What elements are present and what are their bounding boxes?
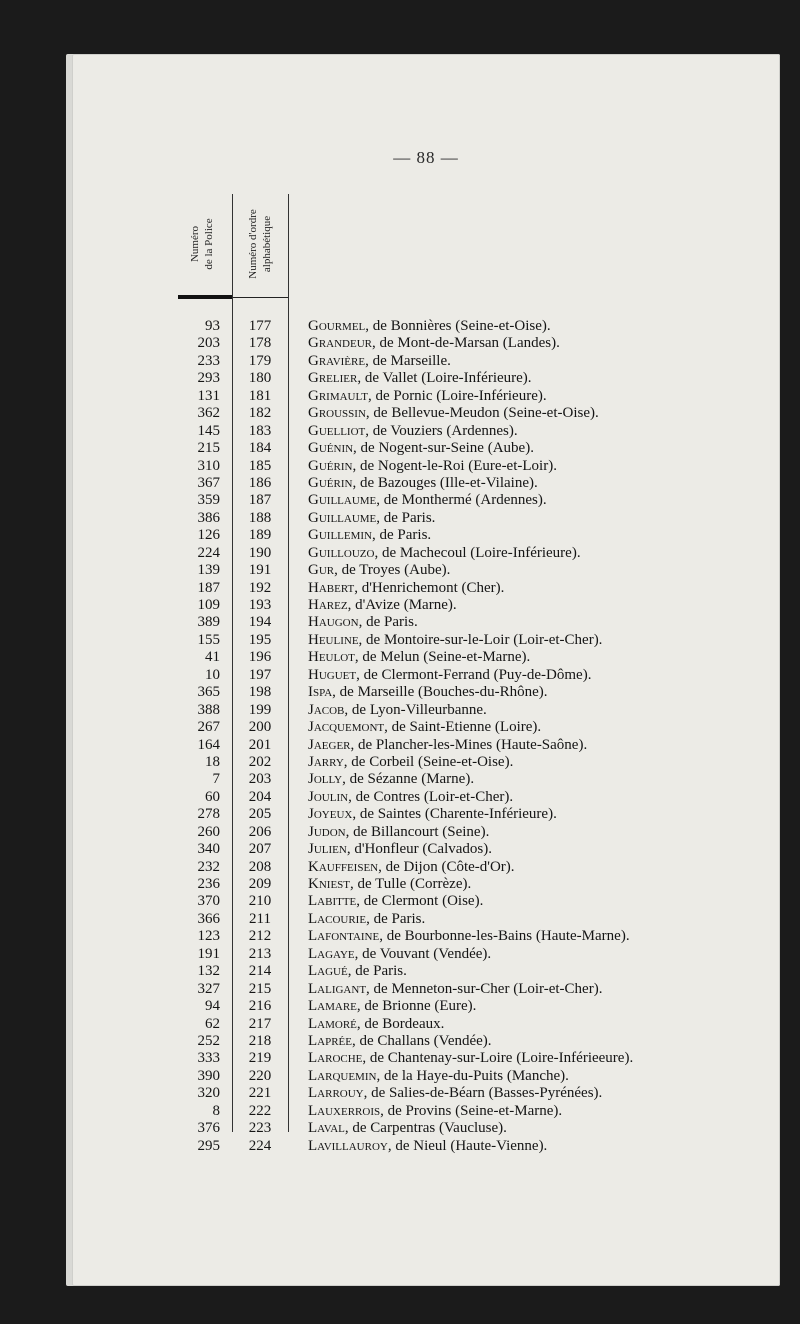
surname: Lacourie xyxy=(308,910,367,927)
origin: , de Billancourt (Seine). xyxy=(345,823,490,840)
surname: Lagaye xyxy=(308,945,355,962)
order-number: 177 xyxy=(248,318,272,334)
surname: Habert xyxy=(308,579,355,596)
list-item xyxy=(72,614,780,631)
entry-text xyxy=(308,353,451,370)
police-number: 362 xyxy=(197,405,220,422)
surname: Lamoré xyxy=(308,1015,357,1032)
surname: Joyeux xyxy=(308,806,353,823)
order-number: 200 xyxy=(248,719,272,736)
surname: Guillaume xyxy=(308,509,377,526)
list-item xyxy=(72,963,780,980)
entry-text xyxy=(308,824,489,841)
list-item xyxy=(72,405,780,422)
surname: Gur xyxy=(308,562,335,579)
entry-text xyxy=(308,318,551,335)
origin: , de Paris. xyxy=(366,910,426,927)
surname: Larquemin xyxy=(308,1067,377,1084)
origin: , de Paris. xyxy=(347,963,407,980)
order-number: 212 xyxy=(248,928,272,945)
entry-text xyxy=(308,1050,633,1067)
police-number: 386 xyxy=(197,509,220,526)
surname: Kniest xyxy=(308,876,350,892)
police-number: 340 xyxy=(197,841,220,858)
origin: , de Marseille. xyxy=(365,352,451,369)
origin: , de la Haye-du-Puits (Manche). xyxy=(376,1067,569,1084)
entry-text xyxy=(308,1120,507,1137)
origin: , de Paris. xyxy=(358,614,418,631)
entry-text xyxy=(308,911,425,928)
order-number: 211 xyxy=(249,910,271,927)
header-police-line2: de la Police xyxy=(203,218,215,270)
entry-text xyxy=(308,597,457,614)
police-number: 93 xyxy=(205,318,220,334)
police-number: 123 xyxy=(197,928,220,945)
order-number: 190 xyxy=(248,544,272,561)
police-number: 233 xyxy=(197,352,220,369)
surname: Jacob xyxy=(308,701,345,718)
police-number: 164 xyxy=(197,736,220,753)
police-number: 232 xyxy=(197,858,220,875)
origin: , de Pornic (Loire-Inférieure). xyxy=(367,387,547,404)
surname: Kauffeisen xyxy=(308,858,379,875)
police-number: 131 xyxy=(197,387,220,404)
origin: , de Nieul (Haute-Vienne). xyxy=(387,1137,548,1154)
list-item xyxy=(72,702,780,719)
order-number: 216 xyxy=(248,998,272,1015)
police-number: 310 xyxy=(197,457,220,474)
entry-text xyxy=(308,1033,492,1050)
surname: Ispa xyxy=(308,684,333,701)
header-police-line1: Numéro xyxy=(189,225,201,263)
surname: Guérin xyxy=(308,457,353,474)
police-number: 132 xyxy=(197,963,220,980)
order-number: 181 xyxy=(248,387,272,404)
origin: , de Monthermé (Ardennes). xyxy=(376,492,547,509)
entry-text xyxy=(308,649,530,666)
origin: , de Tulle (Corrèze). xyxy=(350,876,472,892)
surname: Judon xyxy=(308,823,346,840)
police-number: 94 xyxy=(205,998,220,1015)
origin: , de Saint-Etienne (Loire). xyxy=(384,719,542,736)
surname: Guelliot xyxy=(308,422,366,439)
surname: Laroche xyxy=(308,1050,363,1067)
list-item xyxy=(72,754,780,771)
order-number: 214 xyxy=(248,963,272,980)
entry-text xyxy=(308,632,602,649)
police-number: 388 xyxy=(197,701,220,718)
entry-text xyxy=(308,562,450,579)
surname: Jacquemont xyxy=(308,719,385,736)
surname: Gourmel xyxy=(308,318,366,334)
surname: Grimault xyxy=(308,387,368,404)
entry-text xyxy=(308,806,557,823)
surname: Laprée xyxy=(308,1032,352,1049)
order-number: 178 xyxy=(248,335,272,352)
entry-text xyxy=(308,1068,569,1085)
entry-text xyxy=(308,667,591,684)
list-item xyxy=(72,545,780,562)
header-rule-thin xyxy=(232,297,288,298)
origin: , de Clermont (Oise). xyxy=(356,893,484,910)
origin: , de Contres (Loir-et-Cher). xyxy=(348,788,514,805)
surname: Laligant xyxy=(308,980,367,997)
police-number: 191 xyxy=(197,945,220,962)
surname: Lavillauroy xyxy=(308,1137,388,1154)
entry-text xyxy=(308,545,581,562)
police-number: 359 xyxy=(197,492,220,509)
order-number: 184 xyxy=(248,440,272,457)
surname: Huguet xyxy=(308,666,357,683)
list-item xyxy=(72,510,780,527)
list-item xyxy=(72,946,780,963)
order-number: 223 xyxy=(248,1120,272,1137)
list-item xyxy=(72,527,780,544)
police-number: 389 xyxy=(197,614,220,631)
list-item xyxy=(72,562,780,579)
police-number: 327 xyxy=(197,980,220,997)
order-number: 224 xyxy=(248,1137,272,1154)
order-number: 202 xyxy=(248,753,272,770)
order-number: 180 xyxy=(248,370,272,387)
surname: Guillouzo xyxy=(308,544,375,561)
list-item xyxy=(72,1103,780,1120)
origin: , de Paris. xyxy=(372,527,432,544)
order-number: 221 xyxy=(248,1085,272,1102)
order-number: 209 xyxy=(248,876,272,892)
origin: , de Vallet (Loire-Inférieure). xyxy=(357,370,532,387)
police-number: 18 xyxy=(205,753,220,770)
list-item xyxy=(72,824,780,841)
entry-text xyxy=(308,737,587,754)
origin: , de Saintes (Charente-Inférieure). xyxy=(352,806,557,823)
entry-text xyxy=(308,580,504,597)
surname: Guillemin xyxy=(308,527,372,544)
police-number: 145 xyxy=(197,422,220,439)
surname: Jarry xyxy=(308,753,344,770)
entry-text xyxy=(308,405,599,422)
police-number: 267 xyxy=(197,719,220,736)
police-number: 203 xyxy=(197,335,220,352)
order-number: 218 xyxy=(248,1032,272,1049)
entry-text xyxy=(308,876,471,893)
police-number: 41 xyxy=(205,649,220,666)
surname: Jaeger xyxy=(308,736,351,753)
order-number: 207 xyxy=(248,841,272,858)
police-number: 236 xyxy=(197,876,220,892)
list-item xyxy=(72,876,780,893)
origin: , de Marseille (Bouches-du-Rhône). xyxy=(332,684,548,701)
origin: , de Montoire-sur-le-Loir (Loir-et-Cher). xyxy=(358,631,603,648)
list-item xyxy=(72,806,780,823)
order-number: 201 xyxy=(248,736,272,753)
origin: , de Bourbonne-les-Bains (Haute-Marne). xyxy=(379,928,630,945)
origin: , de Provins (Seine-et-Marne). xyxy=(380,1102,563,1119)
surname: Lagué xyxy=(308,963,348,980)
origin: , de Plancher-les-Mines (Haute-Saône). xyxy=(350,736,588,753)
police-number: 109 xyxy=(197,597,220,613)
origin: , de Brionne (Eure). xyxy=(356,998,477,1015)
surname: Heulot xyxy=(308,649,355,666)
list-item xyxy=(72,859,780,876)
list-item xyxy=(72,492,780,509)
origin: , de Paris. xyxy=(376,509,436,526)
police-number: 366 xyxy=(197,910,220,927)
police-number: 278 xyxy=(197,806,220,823)
origin: , de Clermont-Ferrand (Puy-de-Dôme). xyxy=(356,666,592,683)
order-number: 183 xyxy=(248,422,272,439)
list-item xyxy=(72,370,780,387)
police-number: 376 xyxy=(197,1120,220,1137)
surname: Jolly xyxy=(308,771,343,788)
entry-text xyxy=(308,475,538,492)
origin: , de Carpentras (Vaucluse). xyxy=(344,1120,507,1137)
list-item xyxy=(72,981,780,998)
surname: Laval xyxy=(308,1120,345,1137)
list-item xyxy=(72,998,780,1015)
surname: Joulin xyxy=(308,788,349,805)
order-number: 186 xyxy=(248,474,272,491)
surname: Groussin xyxy=(308,405,366,422)
entry-text xyxy=(308,963,407,980)
list-item xyxy=(72,684,780,701)
entry-text xyxy=(308,458,557,475)
origin: , de Mont-de-Marsan (Landes). xyxy=(372,335,560,352)
police-number: 370 xyxy=(197,893,220,910)
list-item xyxy=(72,893,780,910)
list-item xyxy=(72,475,780,492)
list-item xyxy=(72,841,780,858)
order-number: 217 xyxy=(248,1015,272,1032)
entry-text xyxy=(308,335,560,352)
list-item xyxy=(72,928,780,945)
police-number: 215 xyxy=(197,440,220,457)
police-number: 8 xyxy=(212,1102,220,1119)
origin: , de Salies-de-Béarn (Basses-Pyrénées). xyxy=(363,1085,603,1102)
order-number: 219 xyxy=(248,1050,272,1067)
origin: , de Bazouges (Ille-et-Vilaine). xyxy=(352,474,538,491)
surname: Lauxerrois xyxy=(308,1102,381,1119)
surname: Grandeur xyxy=(308,335,373,352)
origin: , de Bellevue-Meudon (Seine-et-Oise). xyxy=(365,405,599,422)
origin: , de Bordeaux. xyxy=(356,1015,445,1032)
origin: , de Troyes (Aube). xyxy=(334,562,451,579)
police-number: 155 xyxy=(197,631,220,648)
entry-text xyxy=(308,702,487,719)
entry-text xyxy=(308,1138,547,1155)
origin: , de Corbeil (Seine-et-Oise). xyxy=(343,753,514,770)
list-item xyxy=(72,789,780,806)
list-item xyxy=(72,1120,780,1137)
list-item xyxy=(72,649,780,666)
origin: , de Bonnières (Seine-et-Oise). xyxy=(365,318,551,334)
header-police-number xyxy=(182,194,222,294)
order-number: 222 xyxy=(248,1102,272,1119)
list-item xyxy=(72,335,780,352)
police-number: 224 xyxy=(197,544,220,561)
order-number: 205 xyxy=(248,806,272,823)
order-number: 206 xyxy=(248,823,272,840)
police-number: 62 xyxy=(205,1015,220,1032)
origin: , de Lyon-Villeurbanne. xyxy=(344,701,487,718)
order-number: 213 xyxy=(248,945,272,962)
order-number: 210 xyxy=(248,893,272,910)
police-number: 293 xyxy=(197,370,220,387)
origin: , de Nogent-le-Roi (Eure-et-Loir). xyxy=(352,457,557,474)
list-item xyxy=(72,632,780,649)
entry-text xyxy=(308,719,541,736)
order-number: 191 xyxy=(248,562,272,579)
order-number: 208 xyxy=(248,858,272,875)
entry-text xyxy=(308,684,548,701)
order-number: 182 xyxy=(248,405,272,422)
entry-text xyxy=(308,440,534,457)
list-item xyxy=(72,458,780,475)
origin: , de Melun (Seine-et-Marne). xyxy=(354,649,531,666)
origin: , de Challans (Vendée). xyxy=(352,1032,492,1049)
entry-text xyxy=(308,859,515,876)
police-number: 252 xyxy=(197,1032,220,1049)
surname: Haugon xyxy=(308,614,359,631)
order-number: 204 xyxy=(248,788,272,805)
entry-text xyxy=(308,1085,602,1102)
order-number: 187 xyxy=(248,492,272,509)
list-item xyxy=(72,353,780,370)
entry-text xyxy=(308,370,532,387)
entry-text xyxy=(308,1103,562,1120)
list-item xyxy=(72,737,780,754)
surname: Grelier xyxy=(308,370,358,387)
origin: , de Nogent-sur-Seine (Aube). xyxy=(353,440,534,457)
police-number: 320 xyxy=(197,1085,220,1102)
entry-text xyxy=(308,388,547,405)
entry-text xyxy=(308,527,431,544)
surname: Gravière xyxy=(308,352,366,369)
list-item xyxy=(72,597,780,614)
list-item xyxy=(72,388,780,405)
list-item xyxy=(72,911,780,928)
list-item xyxy=(72,1050,780,1067)
police-number: 139 xyxy=(197,562,220,579)
list-item xyxy=(72,1016,780,1033)
police-number: 10 xyxy=(205,666,220,683)
list-item xyxy=(72,1068,780,1085)
order-number: 215 xyxy=(248,980,272,997)
origin: , de Dijon (Côte-d'Or). xyxy=(378,858,515,875)
list-item xyxy=(72,423,780,440)
entry-text xyxy=(308,492,547,509)
surname: Guillaume xyxy=(308,492,377,509)
order-number: 185 xyxy=(248,457,272,474)
police-number: 295 xyxy=(197,1137,220,1154)
list-item xyxy=(72,719,780,736)
origin: , de Menneton-sur-Cher (Loir-et-Cher). xyxy=(366,980,603,997)
surname: Heuline xyxy=(308,631,359,648)
police-number: 187 xyxy=(197,579,220,596)
order-number: 194 xyxy=(248,614,272,631)
order-number: 192 xyxy=(248,579,272,596)
origin: , de Vouvant (Vendée). xyxy=(354,945,492,962)
order-number: 179 xyxy=(248,352,272,369)
police-number: 60 xyxy=(205,788,220,805)
entry-text xyxy=(308,510,435,527)
order-number: 196 xyxy=(248,649,272,666)
header-rule-thick xyxy=(178,295,232,299)
order-number: 193 xyxy=(248,597,272,613)
order-number: 199 xyxy=(248,701,272,718)
entries-list xyxy=(72,318,780,1155)
order-number: 198 xyxy=(248,684,272,701)
entry-text xyxy=(308,423,518,440)
surname: Larrouy xyxy=(308,1085,364,1102)
entry-text xyxy=(308,1016,444,1033)
police-number: 7 xyxy=(212,771,220,788)
entry-text xyxy=(308,614,418,631)
origin: , d'Avize (Marne). xyxy=(347,597,457,613)
origin: , de Chantenay-sur-Loire (Loire-Inférieeure). xyxy=(362,1050,634,1067)
order-number: 189 xyxy=(248,527,272,544)
surname: Guénin xyxy=(308,440,354,457)
entry-text xyxy=(308,893,483,910)
list-item xyxy=(72,771,780,788)
origin: , d'Honfleur (Calvados). xyxy=(346,841,492,858)
origin: , de Vouziers (Ardennes). xyxy=(365,422,518,439)
police-number: 365 xyxy=(197,684,220,701)
surname: Harez xyxy=(308,597,348,613)
surname: Julien xyxy=(308,841,347,858)
order-number: 195 xyxy=(248,631,272,648)
police-number: 390 xyxy=(197,1067,220,1084)
order-number: 197 xyxy=(248,666,272,683)
surname: Lamare xyxy=(308,998,357,1015)
header-order-line2: alphabétique xyxy=(261,215,273,273)
list-item xyxy=(72,1085,780,1102)
header-order-number xyxy=(240,194,280,294)
list-item xyxy=(72,580,780,597)
police-number: 126 xyxy=(197,527,220,544)
list-item xyxy=(72,1033,780,1050)
list-item xyxy=(72,667,780,684)
entry-text xyxy=(308,754,513,771)
entry-text xyxy=(308,981,602,998)
police-number: 367 xyxy=(197,474,220,491)
surname: Guérin xyxy=(308,474,353,491)
order-number: 220 xyxy=(248,1067,272,1084)
entry-text xyxy=(308,928,630,945)
origin: , de Machecoul (Loire-Inférieure). xyxy=(374,544,581,561)
entry-text xyxy=(308,841,492,858)
entry-text xyxy=(308,789,513,806)
entry-text xyxy=(308,771,474,788)
surname: Labitte xyxy=(308,893,357,910)
order-number: 188 xyxy=(248,509,272,526)
origin: , d'Henrichemont (Cher). xyxy=(354,579,505,596)
origin: , de Sézanne (Marne). xyxy=(342,771,475,788)
surname: Lafontaine xyxy=(308,928,380,945)
list-item xyxy=(72,440,780,457)
book-page xyxy=(72,54,780,1286)
entry-text xyxy=(308,998,476,1015)
list-item xyxy=(72,318,780,335)
entry-text xyxy=(308,946,491,963)
order-number: 203 xyxy=(248,771,272,788)
header-order-line1: Numéro d'ordre xyxy=(247,209,259,279)
police-number: 333 xyxy=(197,1050,220,1067)
page-number: — 88 — xyxy=(393,148,459,167)
police-number: 260 xyxy=(197,823,220,840)
list-item xyxy=(72,1138,780,1155)
